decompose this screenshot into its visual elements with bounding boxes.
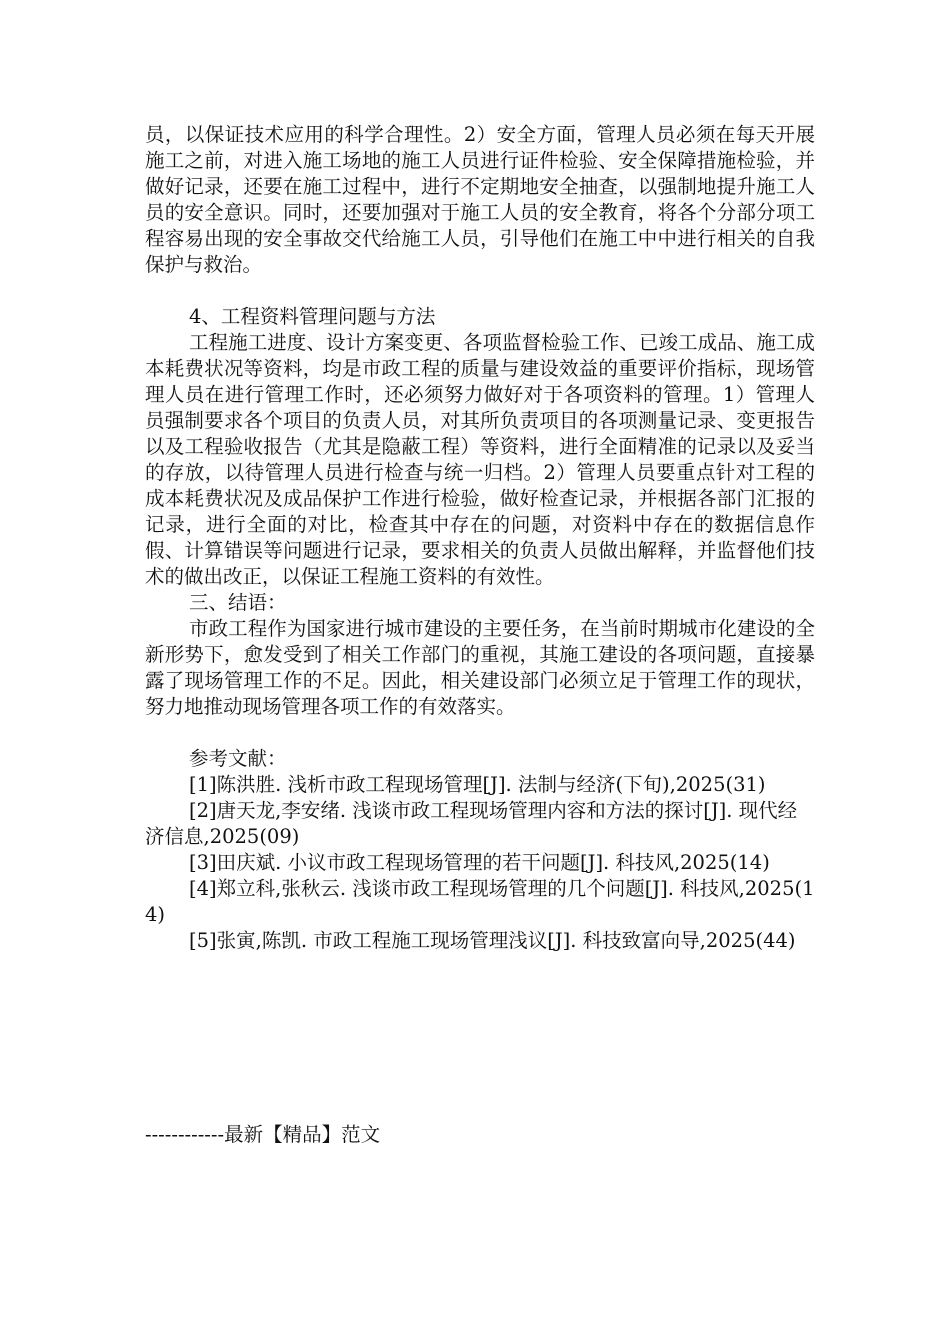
reference-item: [4]郑立科,张秋云. 浅谈市政工程现场管理的几个问题[J]. 科技风,2025(14) xyxy=(145,877,815,926)
reference-item: [2]唐天龙,李安绪. 浅谈市政工程现场管理内容和方法的探讨[J]. 现代经济信息,2025(09) xyxy=(145,799,798,848)
reference-item: [5]张寅,陈凯. 市政工程施工现场管理浅议[J]. 科技致富向导,2025(44) xyxy=(189,929,796,952)
reference-list xyxy=(145,772,815,954)
section-heading-conclusion: 三、结语： xyxy=(189,591,287,614)
spacer xyxy=(145,720,815,746)
paragraph-safety: 员，以保证技术应用的科学合理性。2）安全方面，管理人员必须在每天开展施工之前，对进入施工场地的施工人员进行证件检验、安全保障措施检验，并做好记录，还要在施工过程中，进行不定期地安全抽查，以强制地提升施工人员的安全意识。同时，还要加强对于施工人员的安全教育，将各个分部分项工程容易出现的安全事故交代给施工人员，引导他们在施工中中进行相关的自我保护与救治。 xyxy=(145,123,815,276)
references-heading: 参考文献： xyxy=(189,747,287,770)
paragraph-documentation: 工程施工进度、设计方案变更、各项监督检验工作、已竣工成品、施工成本耗费状况等资料，均是市政工程的质量与建设效益的重要评价指标，现场管理人员在进行管理工作时，还必须努力做好对于各项资料的管理。1）管理人员强制要求各个项目的负责人员，对其所负责项目的各项测量记录、变更报告以及工程验收报告（尤其是隐蔽工程）等资料，进行全面精准的记录以及妥当的存放，以待管理人员进行检查与统一归档。2）管理人员要重点针对工程的成本耗费状况及成品保护工作进行检验，做好检查记录，并根据各部门汇报的记录，进行全面的对比，检查其中存在的问题，对资料中存在的数据信息作假、计算错误等问题进行记录，要求相关的负责人员做出解释，并监督他们技术的做出改正，以保证工程施工资料的有效性。 xyxy=(145,331,815,588)
footer-tagline: ------------最新【精品】范文 xyxy=(145,1123,381,1146)
reference-item: [1]陈洪胜. 浅析市政工程现场管理[J]. 法制与经济(下旬),2025(31) xyxy=(189,773,766,796)
spacer xyxy=(145,278,815,304)
section-heading-4: 4、工程资料管理问题与方法 xyxy=(189,305,436,328)
paragraph-conclusion: 市政工程作为国家进行城市建设的主要任务，在当前时期城市化建设的全新形势下，愈发受到了相关工作部门的重视，其施工建设的各项问题，直接暴露了现场管理工作的不足。因此，相关建设部门必须立足于管理工作的现状，努力地推动现场管理各项工作的有效落实。 xyxy=(145,617,815,718)
reference-item: [3]田庆斌. 小议市政工程现场管理的若干问题[J]. 科技风,2025(14) xyxy=(189,851,770,874)
document-body xyxy=(145,122,815,954)
